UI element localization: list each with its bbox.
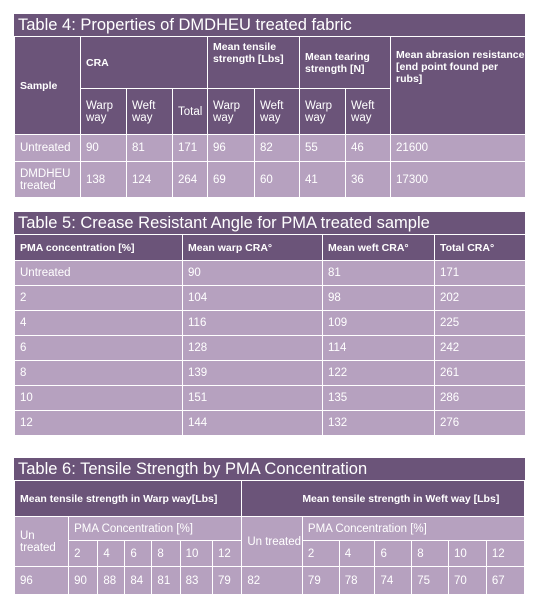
warp-concentration: 6 — [125, 541, 152, 567]
table-row — [15, 386, 526, 411]
warp-pma-label: PMA Concentration [%] — [69, 517, 242, 541]
weft-value: 67 — [486, 567, 524, 595]
table-5-title: Table 5: Crease Resistant Angle for PMA treated sample — [14, 212, 525, 234]
weft-value: 78 — [339, 567, 375, 595]
weft-concentration: 10 — [449, 541, 487, 567]
weft-concentration: 2 — [302, 541, 339, 567]
warp-value: 79 — [213, 567, 242, 595]
warp-value: 83 — [180, 567, 212, 595]
table-row — [15, 567, 525, 595]
cell-value: 46 — [346, 135, 391, 162]
cell-value: 96 — [208, 135, 255, 162]
cell-value: 276 — [435, 411, 526, 436]
table-6-title: Table 6: Tensile Strength by PMA Concentration — [14, 458, 525, 480]
table-row — [15, 261, 526, 286]
weft-value: 79 — [302, 567, 339, 595]
cell-value: 286 — [435, 386, 526, 411]
cell-concentration: Untreated — [15, 261, 183, 286]
col-header-tearing: Mean tearing strength [N] — [300, 37, 391, 89]
cell-value: 55 — [300, 135, 346, 162]
weft-concentration: 12 — [486, 541, 524, 567]
table-row — [15, 162, 526, 198]
cell-value: 151 — [183, 386, 323, 411]
weft-pma-label: PMA Concentration [%] — [302, 517, 524, 541]
col-header-mean-weft-cra: Mean weft CRA° — [323, 235, 435, 261]
weft-value: 70 — [449, 567, 487, 595]
weft-untreated-value: 82 — [242, 567, 303, 595]
cell-value: 171 — [173, 135, 208, 162]
cell-value: 82 — [255, 135, 300, 162]
table-6-grid — [14, 480, 525, 595]
cell-value: 21600 — [391, 135, 526, 162]
cell-value: 109 — [323, 311, 435, 336]
warp-concentration: 2 — [69, 541, 98, 567]
warp-concentration: 4 — [98, 541, 125, 567]
col-header-sample: Sample — [15, 37, 81, 135]
cell-value: 242 — [435, 336, 526, 361]
cell-value: 104 — [183, 286, 323, 311]
table-row — [15, 135, 526, 162]
warp-concentration: 12 — [213, 541, 242, 567]
cell-sample: Untreated — [15, 135, 81, 162]
sub-header-tearing-warp: Warp way — [300, 89, 346, 135]
cell-value: 264 — [173, 162, 208, 198]
weft-tensile-header: Mean tensile strength in Weft way [Lbs] — [242, 481, 525, 517]
cell-value: 122 — [323, 361, 435, 386]
weft-concentration: 6 — [375, 541, 412, 567]
warp-value: 84 — [125, 567, 152, 595]
cell-value: 132 — [323, 411, 435, 436]
cell-value: 90 — [183, 261, 323, 286]
cell-value: 171 — [435, 261, 526, 286]
cell-value: 124 — [127, 162, 173, 198]
warp-tensile-header: Mean tensile strength in Warp way[Lbs] — [15, 481, 242, 517]
warp-concentration: 10 — [180, 541, 212, 567]
col-header-mean-warp-cra: Mean warp CRA° — [183, 235, 323, 261]
cell-value: 98 — [323, 286, 435, 311]
cell-value: 202 — [435, 286, 526, 311]
cell-value: 114 — [323, 336, 435, 361]
cell-value: 69 — [208, 162, 255, 198]
table-row — [15, 361, 526, 386]
table-row — [15, 286, 526, 311]
cell-value: 41 — [300, 162, 346, 198]
col-header-tensile: Mean tensile strength [Lbs] — [208, 37, 300, 89]
cell-value: 90 — [81, 135, 127, 162]
cell-value: 60 — [255, 162, 300, 198]
warp-value: 90 — [69, 567, 98, 595]
weft-untreated-label: Un treated — [242, 517, 303, 567]
weft-concentration: 8 — [412, 541, 449, 567]
cell-concentration: 6 — [15, 336, 183, 361]
weft-concentration: 4 — [339, 541, 375, 567]
table-row — [15, 311, 526, 336]
cell-sample: DMDHEU treated — [15, 162, 81, 198]
table-4 — [14, 14, 525, 198]
sub-header-cra-warp: Warp way — [81, 89, 127, 135]
cell-value: 225 — [435, 311, 526, 336]
col-header-abrasion: Mean abrasion resistance [end point found per rubs] — [391, 37, 526, 135]
cell-value: 128 — [183, 336, 323, 361]
cell-concentration: 2 — [15, 286, 183, 311]
sub-header-cra-total: Total — [173, 89, 208, 135]
sub-header-tearing-weft: Weft way — [346, 89, 391, 135]
warp-untreated-value: 96 — [15, 567, 69, 595]
cell-value: 116 — [183, 311, 323, 336]
table-row — [15, 336, 526, 361]
cell-value: 36 — [346, 162, 391, 198]
warp-untreated-label: Un treated — [15, 517, 69, 567]
cell-value: 138 — [81, 162, 127, 198]
table-row — [15, 411, 526, 436]
weft-value: 74 — [375, 567, 412, 595]
cell-concentration: 4 — [15, 311, 183, 336]
cell-concentration: 8 — [15, 361, 183, 386]
cell-concentration: 10 — [15, 386, 183, 411]
sub-header-tensile-warp: Warp way — [208, 89, 255, 135]
table-5 — [14, 212, 525, 436]
weft-value: 75 — [412, 567, 449, 595]
table-5-grid — [14, 234, 526, 436]
sub-header-tensile-weft: Weft way — [255, 89, 300, 135]
warp-concentration: 8 — [152, 541, 180, 567]
cell-value: 144 — [183, 411, 323, 436]
warp-value: 88 — [98, 567, 125, 595]
cell-value: 81 — [323, 261, 435, 286]
table-4-grid — [14, 36, 526, 198]
sub-header-cra-weft: Weft way — [127, 89, 173, 135]
cell-value: 261 — [435, 361, 526, 386]
warp-value: 81 — [152, 567, 180, 595]
table-6 — [14, 458, 525, 594]
cell-value: 135 — [323, 386, 435, 411]
col-header-pma-concentration: PMA concentration [%] — [15, 235, 183, 261]
cell-value: 139 — [183, 361, 323, 386]
table-4-title: Table 4: Properties of DMDHEU treated fabric — [14, 14, 525, 36]
col-header-total-cra: Total CRA° — [435, 235, 526, 261]
cell-value: 81 — [127, 135, 173, 162]
col-header-cra: CRA — [81, 37, 208, 89]
cell-value: 17300 — [391, 162, 526, 198]
cell-concentration: 12 — [15, 411, 183, 436]
